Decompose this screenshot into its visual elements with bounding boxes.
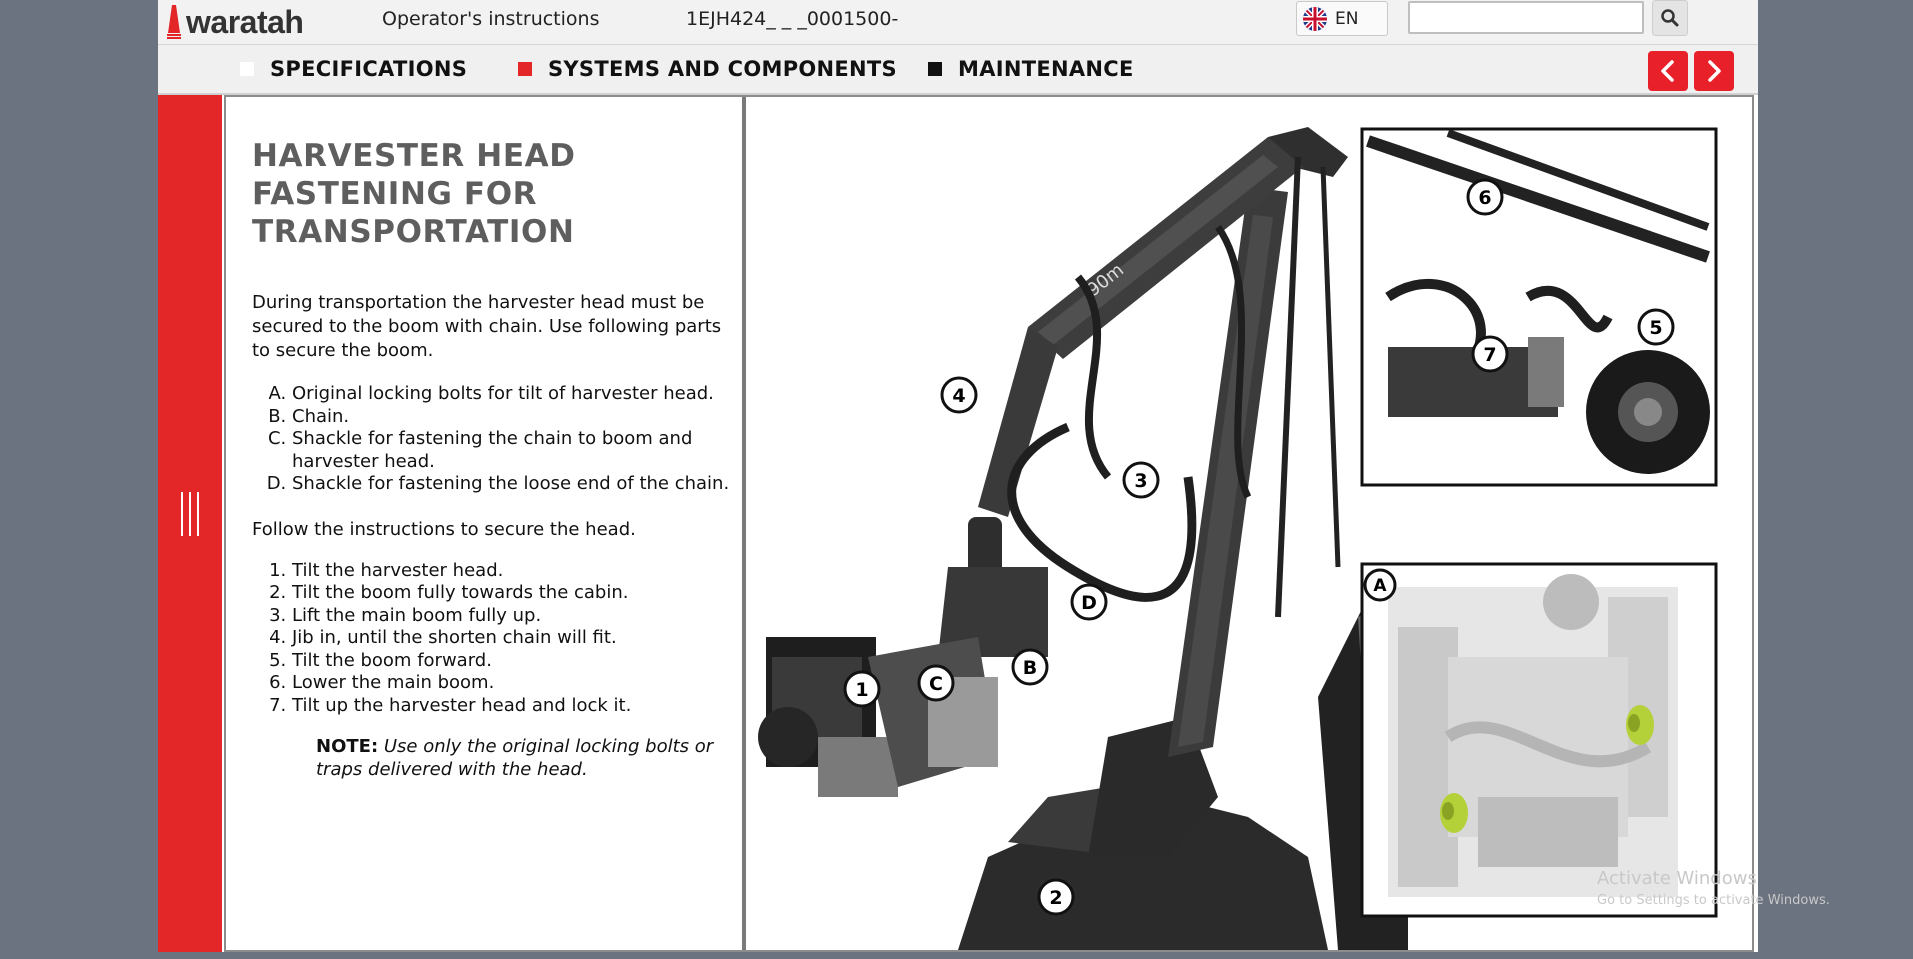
list-item: 3. Lift the main boom fully up.	[292, 605, 742, 628]
svg-text:4: 4	[952, 385, 966, 407]
list-item: 6. Lower the main boom.	[292, 672, 742, 695]
list-item: C. Shackle for fastening the chain to boom and harvester head.	[292, 428, 742, 473]
doc-id: 1EJH424_ _ _0001500-	[686, 8, 899, 30]
doc-title: Operator's instructions	[382, 8, 600, 30]
callout-2	[1039, 880, 1073, 914]
activation-watermark-subtitle: Go to Settings to activate Windows.	[1597, 893, 1830, 908]
svg-text:7: 7	[1483, 344, 1497, 366]
nav-label: SPECIFICATIONS	[270, 57, 468, 81]
content-panel	[224, 95, 1754, 952]
previous-page-button[interactable]	[1648, 51, 1688, 91]
chevron-right-icon	[1704, 59, 1724, 83]
list-item: 4. Jib in, until the shorten chain will fit.	[292, 627, 742, 650]
inset-locking-bolts	[1362, 564, 1716, 916]
language-label: EN	[1335, 8, 1359, 29]
bolt-icon	[1626, 705, 1654, 745]
nav-item-maintenance[interactable]	[928, 57, 1134, 81]
search-icon	[1660, 8, 1680, 28]
svg-text:5: 5	[1649, 317, 1663, 339]
svg-text:6: 6	[1478, 187, 1492, 209]
list-item: 1. Tilt the harvester head.	[292, 560, 742, 583]
nav-marker	[928, 62, 942, 76]
logo-text: waratah	[186, 3, 304, 40]
callout-6	[1468, 180, 1502, 214]
nav-marker	[240, 62, 254, 76]
nav-item-specifications[interactable]	[240, 57, 467, 81]
list-item: A. Original locking bolts for tilt of harvester head.	[292, 383, 742, 406]
waratah-logo[interactable]	[166, 2, 303, 42]
follow-paragraph: Follow the instructions to secure the head.	[252, 518, 636, 540]
activation-watermark-title: Activate Windows	[1597, 868, 1757, 889]
bolt-icon	[1440, 793, 1468, 833]
svg-text:1: 1	[855, 679, 869, 701]
list-item: B. Chain.	[292, 406, 742, 429]
svg-text:2: 2	[1049, 887, 1063, 909]
svg-text:B: B	[1022, 657, 1038, 679]
nav-item-systems-and-components[interactable]	[518, 57, 897, 81]
parts-list	[252, 383, 742, 496]
app-window	[158, 0, 1758, 952]
waratah-logo-icon	[166, 3, 182, 41]
callout-3	[1124, 463, 1158, 497]
svg-text:A: A	[1373, 576, 1387, 596]
svg-text:3: 3	[1134, 470, 1148, 492]
list-item: D. Shackle for fastening the loose end of the chain.	[292, 473, 742, 496]
uk-flag-icon	[1303, 7, 1327, 31]
language-button[interactable]	[1296, 1, 1388, 36]
list-item: 2. Tilt the boom fully towards the cabin.	[292, 582, 742, 605]
callout-D	[1072, 585, 1106, 619]
callout-B	[1013, 650, 1047, 684]
note-text: Use only the original locking bolts or traps delivered with the head.	[316, 736, 714, 780]
sidebar-toggle[interactable]	[158, 95, 222, 952]
page-title: HARVESTER HEAD FASTENING FOR TRANSPORTATION	[252, 138, 576, 250]
harvester-boom-illustration	[748, 97, 1752, 950]
nav-label: SYSTEMS AND COMPONENTS	[548, 57, 897, 81]
search-button[interactable]	[1652, 0, 1688, 36]
callout-4	[942, 378, 976, 412]
note-label: NOTE:	[316, 736, 379, 757]
list-item: 5. Tilt the boom forward.	[292, 650, 742, 673]
next-page-button[interactable]	[1694, 51, 1734, 91]
svg-text:D: D	[1081, 592, 1097, 614]
note	[316, 735, 736, 781]
callout-7	[1473, 337, 1507, 371]
nav-label: MAINTENANCE	[958, 57, 1134, 81]
chevron-left-icon	[1658, 59, 1678, 83]
inset-hoses	[1362, 129, 1716, 485]
list-item: 7. Tilt up the harvester head and lock it.	[292, 695, 742, 718]
illustration	[748, 97, 1752, 950]
search-input[interactable]	[1408, 1, 1644, 34]
callout-1	[845, 672, 879, 706]
instruction-text	[226, 97, 746, 950]
intro-paragraph: During transportation the harvester head must be secured to the boom with chain. Use following parts to secure the boom.	[252, 292, 722, 361]
top-bar	[158, 0, 1758, 45]
callout-5	[1639, 310, 1673, 344]
drag-handle-icon	[178, 490, 202, 538]
boom-marking: 90m	[1083, 259, 1128, 301]
callout-A	[1365, 570, 1395, 600]
svg-text:C: C	[929, 673, 943, 695]
steps-list	[252, 560, 742, 718]
nav-marker	[518, 62, 532, 76]
section-nav	[158, 45, 1758, 95]
callout-C	[919, 666, 953, 700]
